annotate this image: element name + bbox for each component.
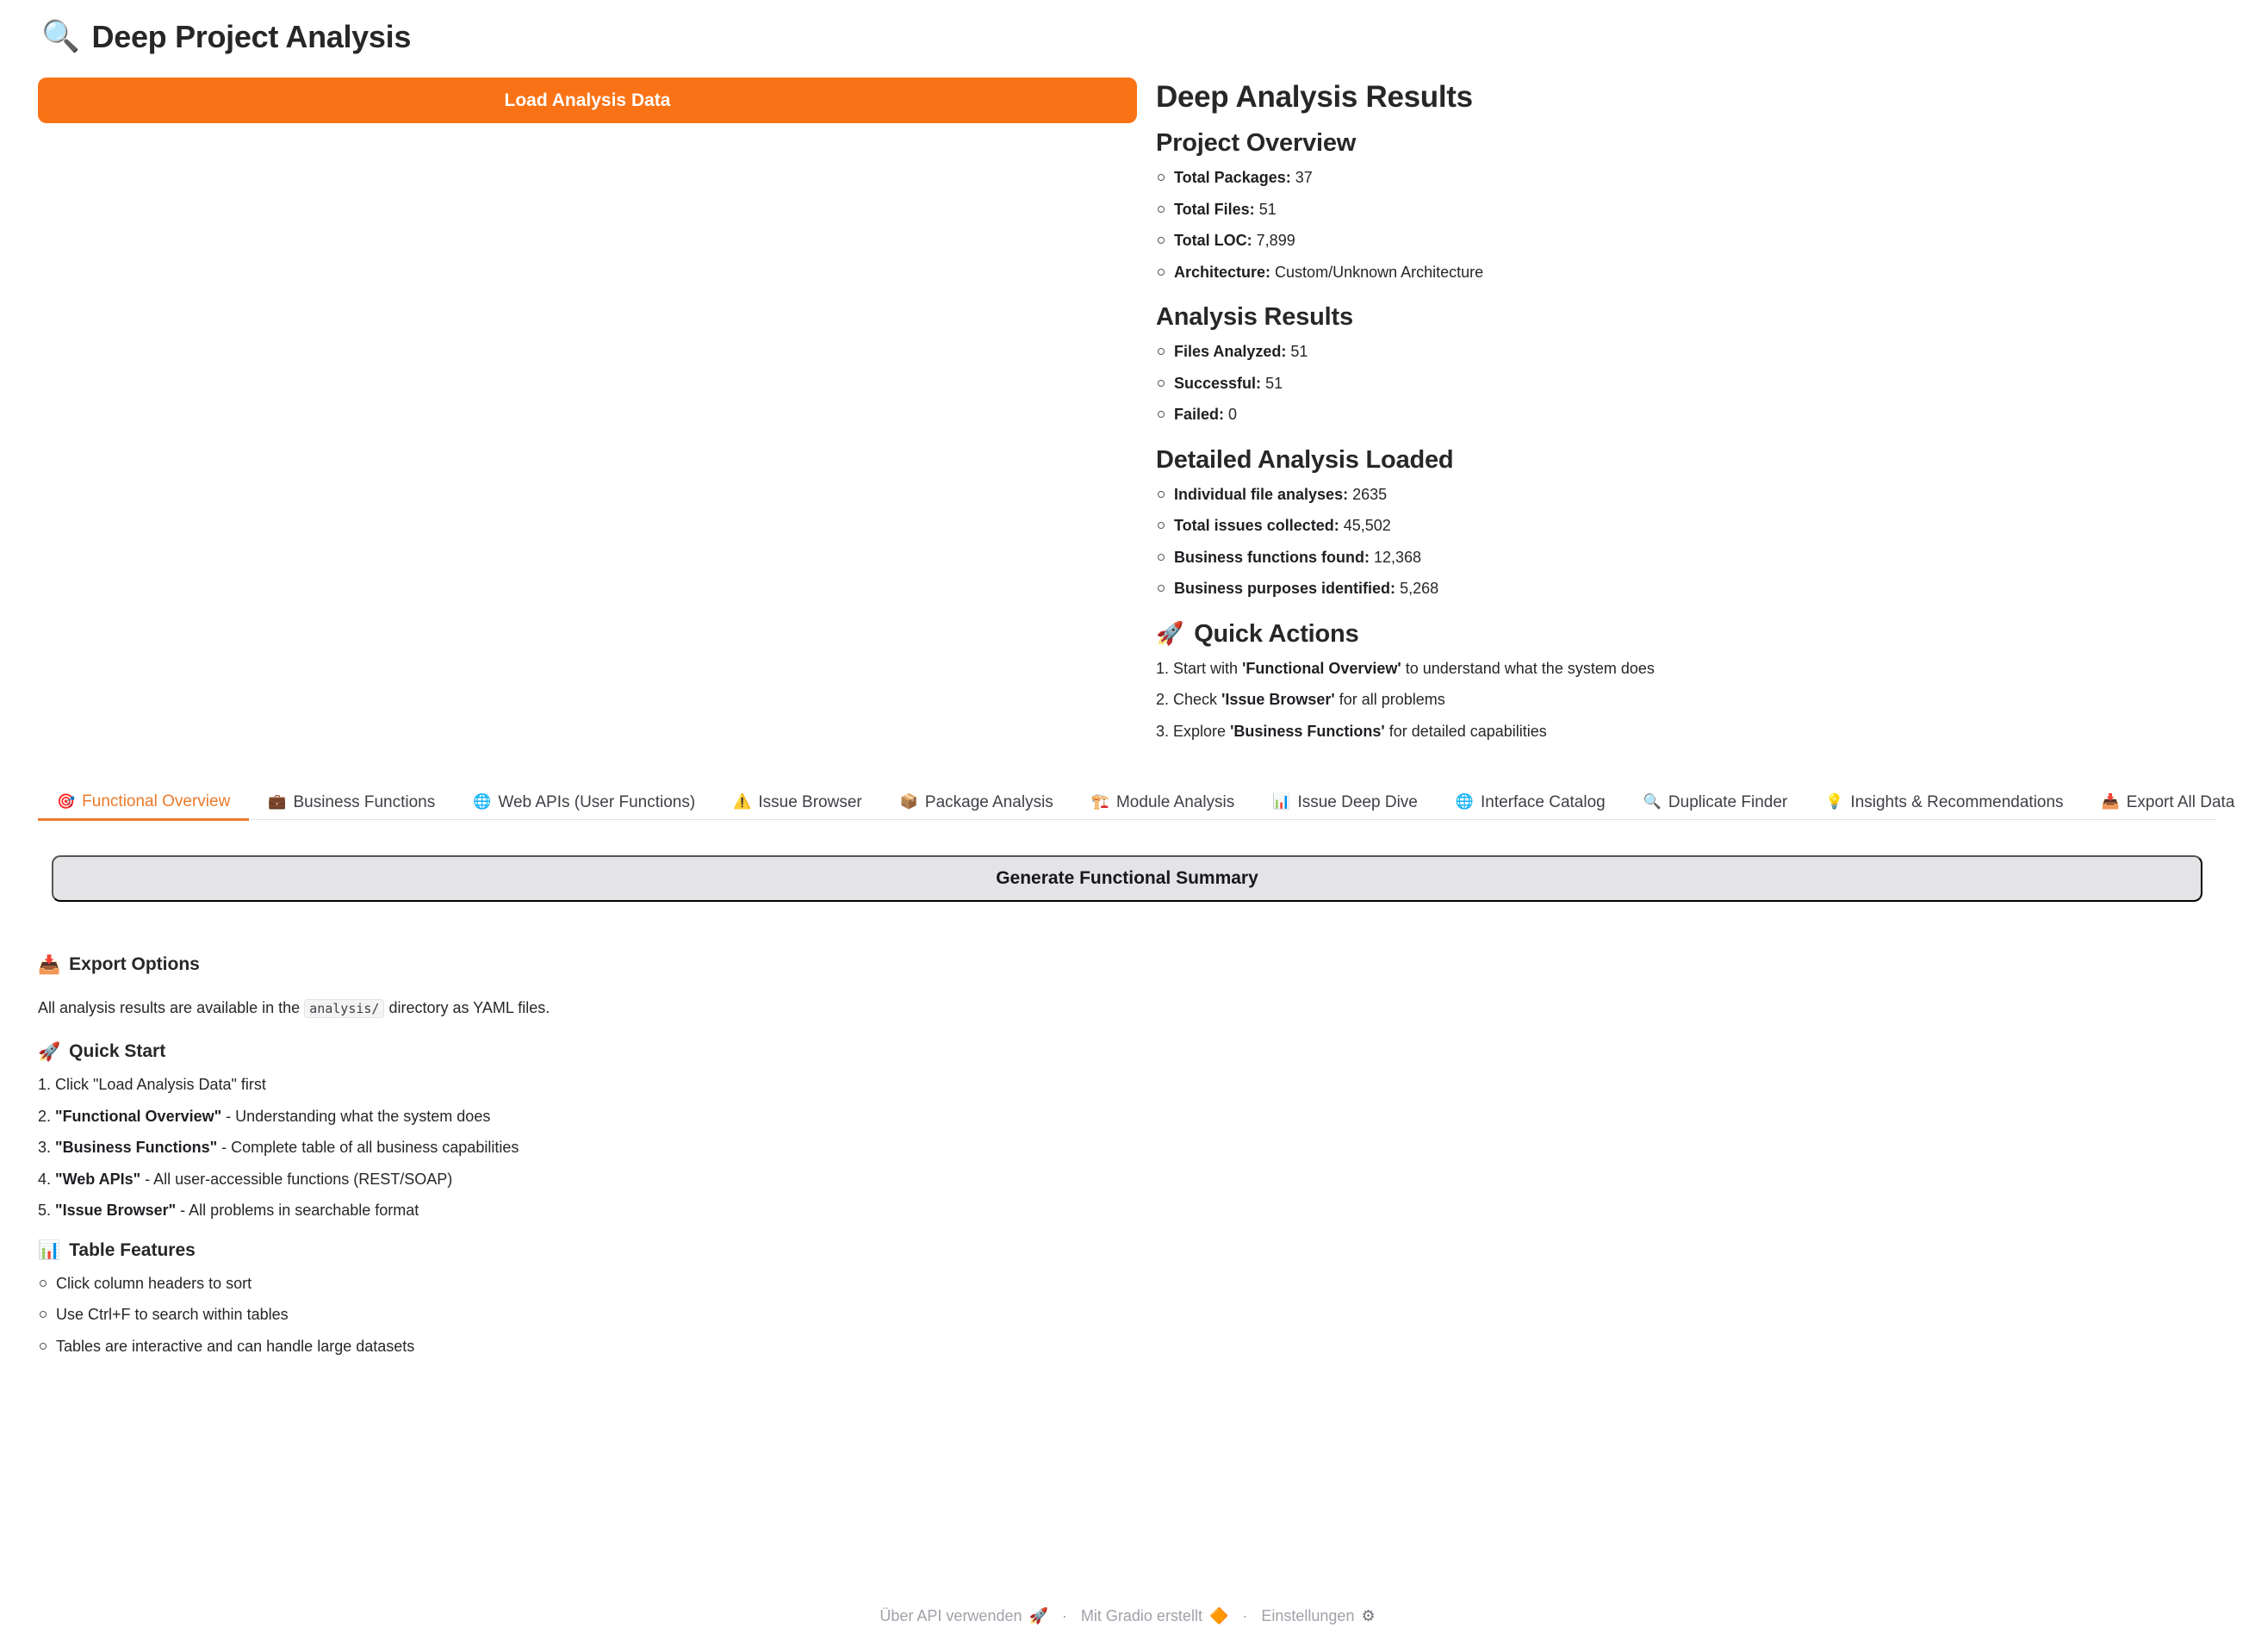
list-item: 3. "Business Functions" - Complete table of all business capabilities — [38, 1139, 519, 1156]
tab-web-apis[interactable]: 🌐 Web APIs (User Functions) — [473, 792, 696, 811]
rocket-icon: 🚀 — [38, 1040, 61, 1062]
tab-duplicate-finder[interactable]: 🔍 Duplicate Finder — [1643, 792, 1788, 811]
analysis-results-heading: Analysis Results — [1156, 303, 1353, 331]
magnifier-icon: 🔍 — [1643, 793, 1662, 810]
tab-interface-catalog[interactable]: 🌐 Interface Catalog — [1455, 792, 1606, 811]
generate-functional-summary-button[interactable]: Generate Functional Summary — [52, 855, 2202, 902]
detailed-analysis-heading: Detailed Analysis Loaded — [1156, 445, 1454, 474]
export-options-heading: 📥 Export Options — [38, 953, 200, 975]
list-item: 3. Explore 'Business Functions' for detailed capabilities — [1156, 722, 1547, 740]
target-icon: 🎯 — [57, 792, 76, 810]
bullet-icon — [1158, 585, 1165, 592]
bullet-icon — [1158, 269, 1165, 276]
magnifier-icon: 🔍 — [41, 19, 80, 54]
inbox-download-icon: 📥 — [38, 953, 61, 975]
results-panel — [1156, 74, 2190, 747]
list-item: Individual file analyses: 2635 — [1156, 479, 2190, 511]
built-with-gradio-link[interactable]: Mit Gradio erstellt 🔶 — [1080, 1606, 1229, 1625]
list-item: Business functions found: 12,368 — [1156, 542, 2190, 574]
project-overview-list — [1156, 162, 2190, 288]
list-item: 2. Check 'Issue Browser' for all problems — [1156, 691, 1445, 708]
settings-link[interactable]: Einstellungen ⚙ — [1261, 1606, 1376, 1625]
quick-start-heading: 🚀 Quick Start — [38, 1040, 166, 1062]
tab-package-analysis[interactable]: 📦 Package Analysis — [899, 792, 1053, 811]
bullet-icon — [1158, 380, 1165, 387]
bullet-icon — [1158, 237, 1165, 244]
lightbulb-icon: 💡 — [1825, 793, 1844, 810]
list-item: Business purposes identified: 5,268 — [1156, 573, 2190, 605]
globe-icon: 🌐 — [1455, 793, 1475, 810]
tab-insights-recommendations[interactable]: 💡 Insights & Recommendations — [1825, 792, 2064, 811]
construction-icon: 🏗️ — [1090, 793, 1109, 810]
list-item: Successful: 51 — [1156, 368, 2190, 400]
separator: · — [1242, 1607, 1248, 1624]
tab-bar — [38, 786, 2235, 820]
tab-business-functions[interactable]: 💼 Business Functions — [268, 792, 436, 811]
quick-start-list — [38, 1069, 1244, 1227]
rocket-icon: 🚀 — [1156, 620, 1184, 647]
project-overview-heading: Project Overview — [1156, 129, 1357, 157]
bullet-icon — [1158, 411, 1165, 418]
quick-actions-heading: 🚀 Quick Actions — [1156, 619, 1359, 648]
list-item: Total Files: 51 — [1156, 194, 2190, 226]
gear-icon: ⚙ — [1361, 1606, 1376, 1625]
help-section — [38, 947, 1244, 1362]
list-item: Total LOC: 7,899 — [1156, 225, 2190, 257]
list-item: Total issues collected: 45,502 — [1156, 510, 2190, 542]
bullet-icon — [1158, 206, 1165, 213]
table-features-heading: 📊 Table Features — [38, 1239, 196, 1260]
bullet-icon — [40, 1343, 47, 1350]
bullet-icon — [40, 1311, 47, 1318]
list-item: Click column headers to sort — [38, 1268, 1244, 1300]
tab-functional-overview[interactable]: 🎯 Functional Overview — [38, 786, 249, 821]
warning-icon: ⚠️ — [733, 793, 752, 810]
list-item: Architecture: Custom/Unknown Architecture — [1156, 257, 2190, 289]
results-heading: Deep Analysis Results — [1156, 80, 1473, 114]
list-item: Failed: 0 — [1156, 399, 2190, 431]
app-title — [41, 19, 411, 55]
directory-code: analysis/ — [304, 999, 384, 1018]
list-item: Total Packages: 37 — [1156, 162, 2190, 194]
inbox-download-icon: 📥 — [2101, 793, 2120, 810]
bullet-icon — [1158, 174, 1165, 181]
rocket-icon: 🚀 — [1028, 1606, 1048, 1625]
tab-module-analysis[interactable]: 🏗️ Module Analysis — [1090, 792, 1235, 811]
bullet-icon — [1158, 491, 1165, 498]
gradio-logo-icon: 🔶 — [1208, 1606, 1229, 1625]
bar-chart-icon: 📊 — [38, 1239, 61, 1260]
list-item: 2. "Functional Overview" - Understanding what the system does — [38, 1107, 491, 1125]
tab-issue-deep-dive[interactable]: 📊 Issue Deep Dive — [1272, 792, 1418, 811]
analysis-results-list — [1156, 336, 2190, 431]
list-item: Files Analyzed: 51 — [1156, 336, 2190, 368]
table-features-list — [38, 1268, 1244, 1363]
briefcase-icon: 💼 — [268, 793, 287, 810]
package-icon: 📦 — [899, 793, 918, 810]
list-item: Tables are interactive and can handle large datasets — [38, 1331, 1244, 1363]
list-item: Use Ctrl+F to search within tables — [38, 1299, 1244, 1331]
load-analysis-data-button[interactable]: Load Analysis Data — [38, 78, 1137, 123]
list-item: 1. Start with 'Functional Overview' to understand what the system does — [1156, 659, 1655, 677]
bullet-icon — [1158, 348, 1165, 355]
separator: · — [1061, 1607, 1067, 1624]
list-item: 4. "Web APIs" - All user-accessible functions (REST/SOAP) — [38, 1170, 453, 1188]
quick-actions-list — [1156, 653, 2190, 748]
detailed-analysis-list — [1156, 479, 2190, 605]
footer — [0, 1607, 2255, 1625]
tab-export-all-data[interactable]: 📥 Export All Data — [2101, 792, 2235, 811]
list-item: 5. "Issue Browser" - All problems in searchable format — [38, 1202, 419, 1219]
app-title-text: Deep Project Analysis — [91, 19, 412, 54]
globe-icon: 🌐 — [473, 793, 492, 810]
bullet-icon — [40, 1280, 47, 1287]
list-item: 1. Click "Load Analysis Data" first — [38, 1076, 266, 1093]
bullet-icon — [1158, 554, 1165, 561]
use-api-link[interactable]: Über API verwenden 🚀 — [879, 1606, 1048, 1625]
tab-issue-browser[interactable]: ⚠️ Issue Browser — [733, 792, 862, 811]
bullet-icon — [1158, 522, 1165, 529]
export-options-text: All analysis results are available in the analysis/ directory as YAML files. — [38, 999, 550, 1016]
bar-chart-icon: 📊 — [1272, 793, 1291, 810]
